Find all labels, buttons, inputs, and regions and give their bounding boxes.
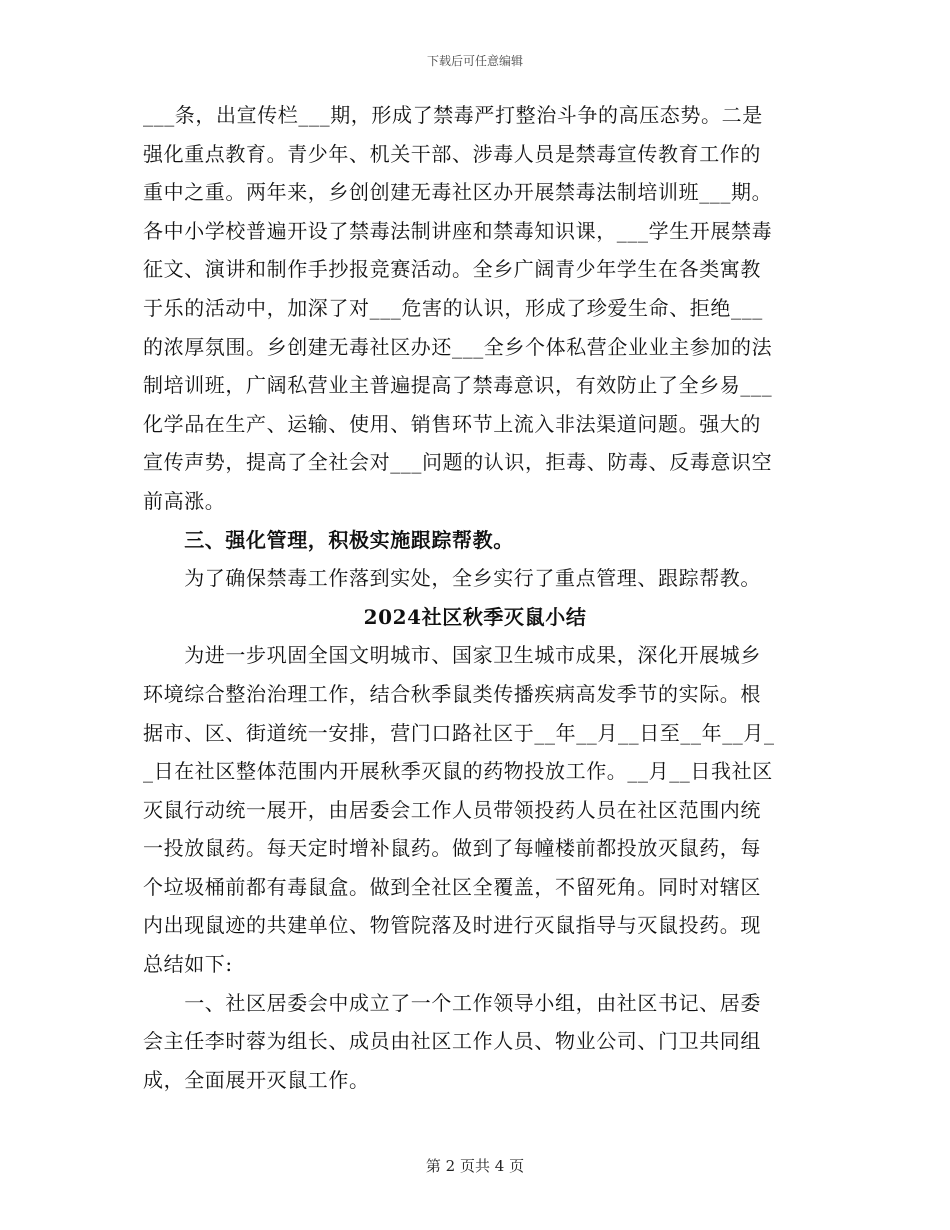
body-line: 制培训班，广阔私营业主普遍提高了禁毒意识，有效防止了全乡易___: [143, 373, 773, 398]
body-line: 于乐的活动中，加深了对___危害的认识，形成了珍爱生命、拒绝___: [143, 295, 763, 320]
document-title: 2024社区秋季灭鼠小结: [363, 604, 587, 629]
body-line: 征文、演讲和制作手抄报竞赛活动。全乡广阔青少年学生在各类寓教: [143, 257, 761, 282]
body-line: 环境综合整治治理工作，结合秋季鼠类传播疾病高发季节的实际。根: [143, 681, 761, 706]
body-line: 内出现鼠迹的共建单位、物管院落及时进行灭鼠指导与灭鼠投药。现: [143, 913, 761, 938]
body-line: 一、社区居委会中成立了一个工作领导小组，由社区书记、居委: [143, 990, 761, 1015]
body-line: 个垃圾桶前都有毒鼠盒。做到全社区全覆盖，不留死角。同时对辖区: [143, 874, 761, 899]
body-line: 据市、区、街道统一安排，营门口路社区于__年__月__日至__年__月_: [143, 720, 775, 745]
body-line: 成，全面展开灭鼠工作。: [143, 1067, 370, 1092]
body-line: 为了确保禁毒工作落到实处，全乡实行了重点管理、跟踪帮教。: [143, 566, 761, 591]
body-line: 各中小学校普遍开设了禁毒法制讲座和禁毒知识课，___学生开展禁毒: [143, 218, 773, 243]
body-line: 宣传声势，提高了全社会对___问题的认识，拒毒、防毒、反毒意识空: [143, 450, 773, 475]
section-heading: 三、强化管理，积极实施跟踪帮教。: [143, 527, 514, 552]
page-number: 第 2 页共 4 页: [425, 1157, 525, 1175]
body-line: _日在社区整体范围内开展秋季灭鼠的药物投放工作。__月__日我社区: [143, 759, 773, 784]
body-line: 总结如下:: [143, 952, 233, 977]
body-line: 重中之重。两年来，乡创创建无毒社区办开展禁毒法制培训班___期。: [143, 180, 773, 205]
page-header-note: 下载后可任意编辑: [426, 54, 523, 68]
body-line: 化学品在生产、运输、使用、销售环节上流入非法渠道问题。强大的: [143, 411, 761, 436]
body-line: ___条，出宣传栏___期，形成了禁毒严打整治斗争的高压态势。二是: [143, 103, 763, 127]
body-line: 前高涨。: [143, 488, 226, 513]
body-line: 会主任李时蓉为组长、成员由社区工作人员、物业公司、门卫共同组: [143, 1029, 761, 1054]
body-line: 的浓厚氛围。乡创建无毒社区办还___全乡个体私营企业业主参加的法: [143, 334, 773, 359]
body-line: 一投放鼠药。每天定时增补鼠药。做到了每幢楼前都投放灭鼠药，每: [143, 836, 761, 861]
document-body: [143, 96, 807, 1099]
body-line: 为进一步巩固全国文明城市、国家卫生城市成果，深化开展城乡: [143, 643, 761, 668]
body-line: 灭鼠行动统一展开，由居委会工作人员带领投药人员在社区范围内统: [143, 797, 761, 822]
body-line: 强化重点教育。青少年、机关干部、涉毒人员是禁毒宣传教育工作的: [143, 141, 761, 166]
